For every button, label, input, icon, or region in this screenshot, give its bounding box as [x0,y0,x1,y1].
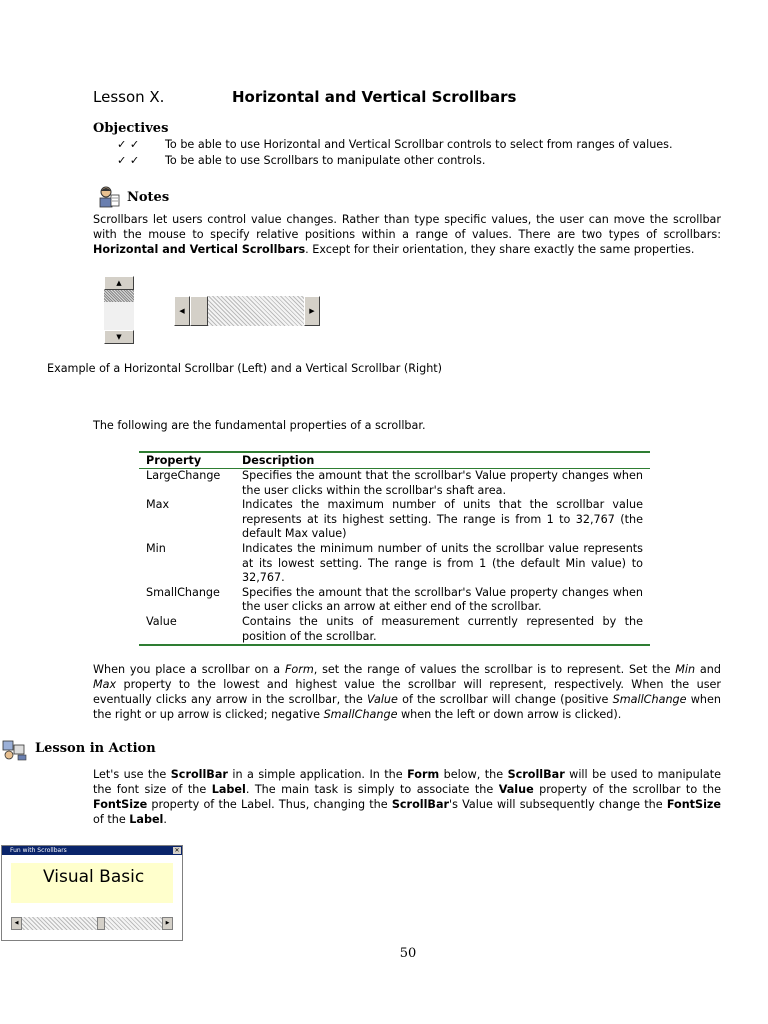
property-name: Max [146,498,170,512]
scrollbar-thumb[interactable] [97,917,105,930]
notes-paragraph: Scrollbars let users control value changes. Rather than type specific values, the user can move the scrollbar with the mouse to specify relative positions within a range of values. There are two types of scrollbars: Horizontal and Vertical Scrollbars. Except for their orientation, they share exactly the same properties. [93,213,721,256]
lesson-action-icon [2,739,28,761]
objective-text: To be able to use Scrollbars to manipulate other controls. [165,154,486,167]
window-titlebar [2,846,182,855]
form-label [11,863,173,903]
vertical-scrollbar[interactable] [104,276,134,344]
close-icon[interactable]: ✕ [174,847,180,854]
window-title: Fun with Scrollbars [10,847,67,854]
property-name: SmallChange [146,585,220,599]
property-description: Indicates the minimum number of units the scrollbar value represents at its lowest setting. The range is from 1 (the default Min value) to 32,767. [242,541,643,585]
table-row [139,615,650,645]
form-horizontal-scrollbar[interactable] [11,917,173,930]
properties-table [139,451,650,646]
column-header: Property [139,452,235,469]
objective-item [117,154,485,167]
form-window [1,845,183,941]
scrollbar-thumb[interactable] [190,296,208,326]
property-name: Value [139,615,235,645]
scrollbar-thumb[interactable] [104,290,134,302]
scroll-right-arrow-icon[interactable]: ▶ [304,296,320,326]
lesson-number: Lesson X. [93,88,165,106]
table-intro: The following are the fundamental properties of a scrollbar. [93,419,426,432]
objective-text: To be able to use Horizontal and Vertical Scrollbar controls to select from ranges of values. [165,138,673,151]
scroll-up-arrow-icon[interactable]: ▲ [104,276,134,290]
scrollbar-usage-paragraph: When you place a scrollbar on a Form, set the range of values the scrollbar is to represent. Set the Min and Max property to the lowest and highest value the scrollbar will represent, respectively. When the user eventually clicks any arrow in the scrollbar, the Value of the scrollbar will change (positive SmallChange when the right or up arrow is clicked; negative SmallChange when the left or down arrow is clicked). [93,663,721,721]
table-header-row [139,452,650,469]
notes-person-icon [97,186,121,208]
lesson-in-action-paragraph: Let's use the ScrollBar in a simple application. In the Form below, the ScrollBar will be used to manipulate the font size of the Label. The main task is simply to associate the Value property of the scrollbar to the FontSize property of the Label. Thus, changing the ScrollBar's Value will subsequently change the FontSize of the Label. [93,768,722,826]
scroll-right-arrow-icon[interactable]: ▶ [162,917,173,930]
scroll-left-arrow-icon[interactable]: ◀ [11,917,22,930]
horizontal-scrollbar[interactable] [174,296,320,326]
property-name: Min [146,541,166,555]
table-row [139,586,650,615]
objective-item [117,138,673,151]
scroll-down-arrow-icon[interactable]: ▼ [104,330,134,344]
table-row [139,469,650,499]
check-icon: ✓ ✓ [117,154,140,167]
property-description: Indicates the maximum number of units that the scrollbar value represents at its highest setting. The range is from 1 to 32,767 (the default Max value) [242,498,643,541]
lesson-title: Horizontal and Vertical Scrollbars [232,88,517,106]
lesson-in-action-heading: Lesson in Action [35,741,156,756]
table-row [139,542,650,586]
property-description: Specifies the amount that the scrollbar's Value property changes when the user clicks an arrow at either end of the scrollbar. [242,585,643,614]
check-icon: ✓ ✓ [117,138,140,151]
table-row [139,498,650,542]
property-description: Specifies the amount that the scrollbar's Value property changes when the user clicks within the scrollbar's shaft area. [242,469,643,497]
notes-heading: Notes [127,190,170,205]
scroll-left-arrow-icon[interactable]: ◀ [174,296,190,326]
column-header: Description [235,452,650,469]
property-name: LargeChange [146,469,221,482]
figure-caption: Example of a Horizontal Scrollbar (Left) and a Vertical Scrollbar (Right) [47,362,443,375]
objectives-heading: Objectives [93,121,169,136]
page-number: 50 [399,946,417,961]
label-text: Visual Basic [43,867,145,887]
property-description: Contains the units of measurement currently represented by the position of the scrollbar. [235,615,650,645]
